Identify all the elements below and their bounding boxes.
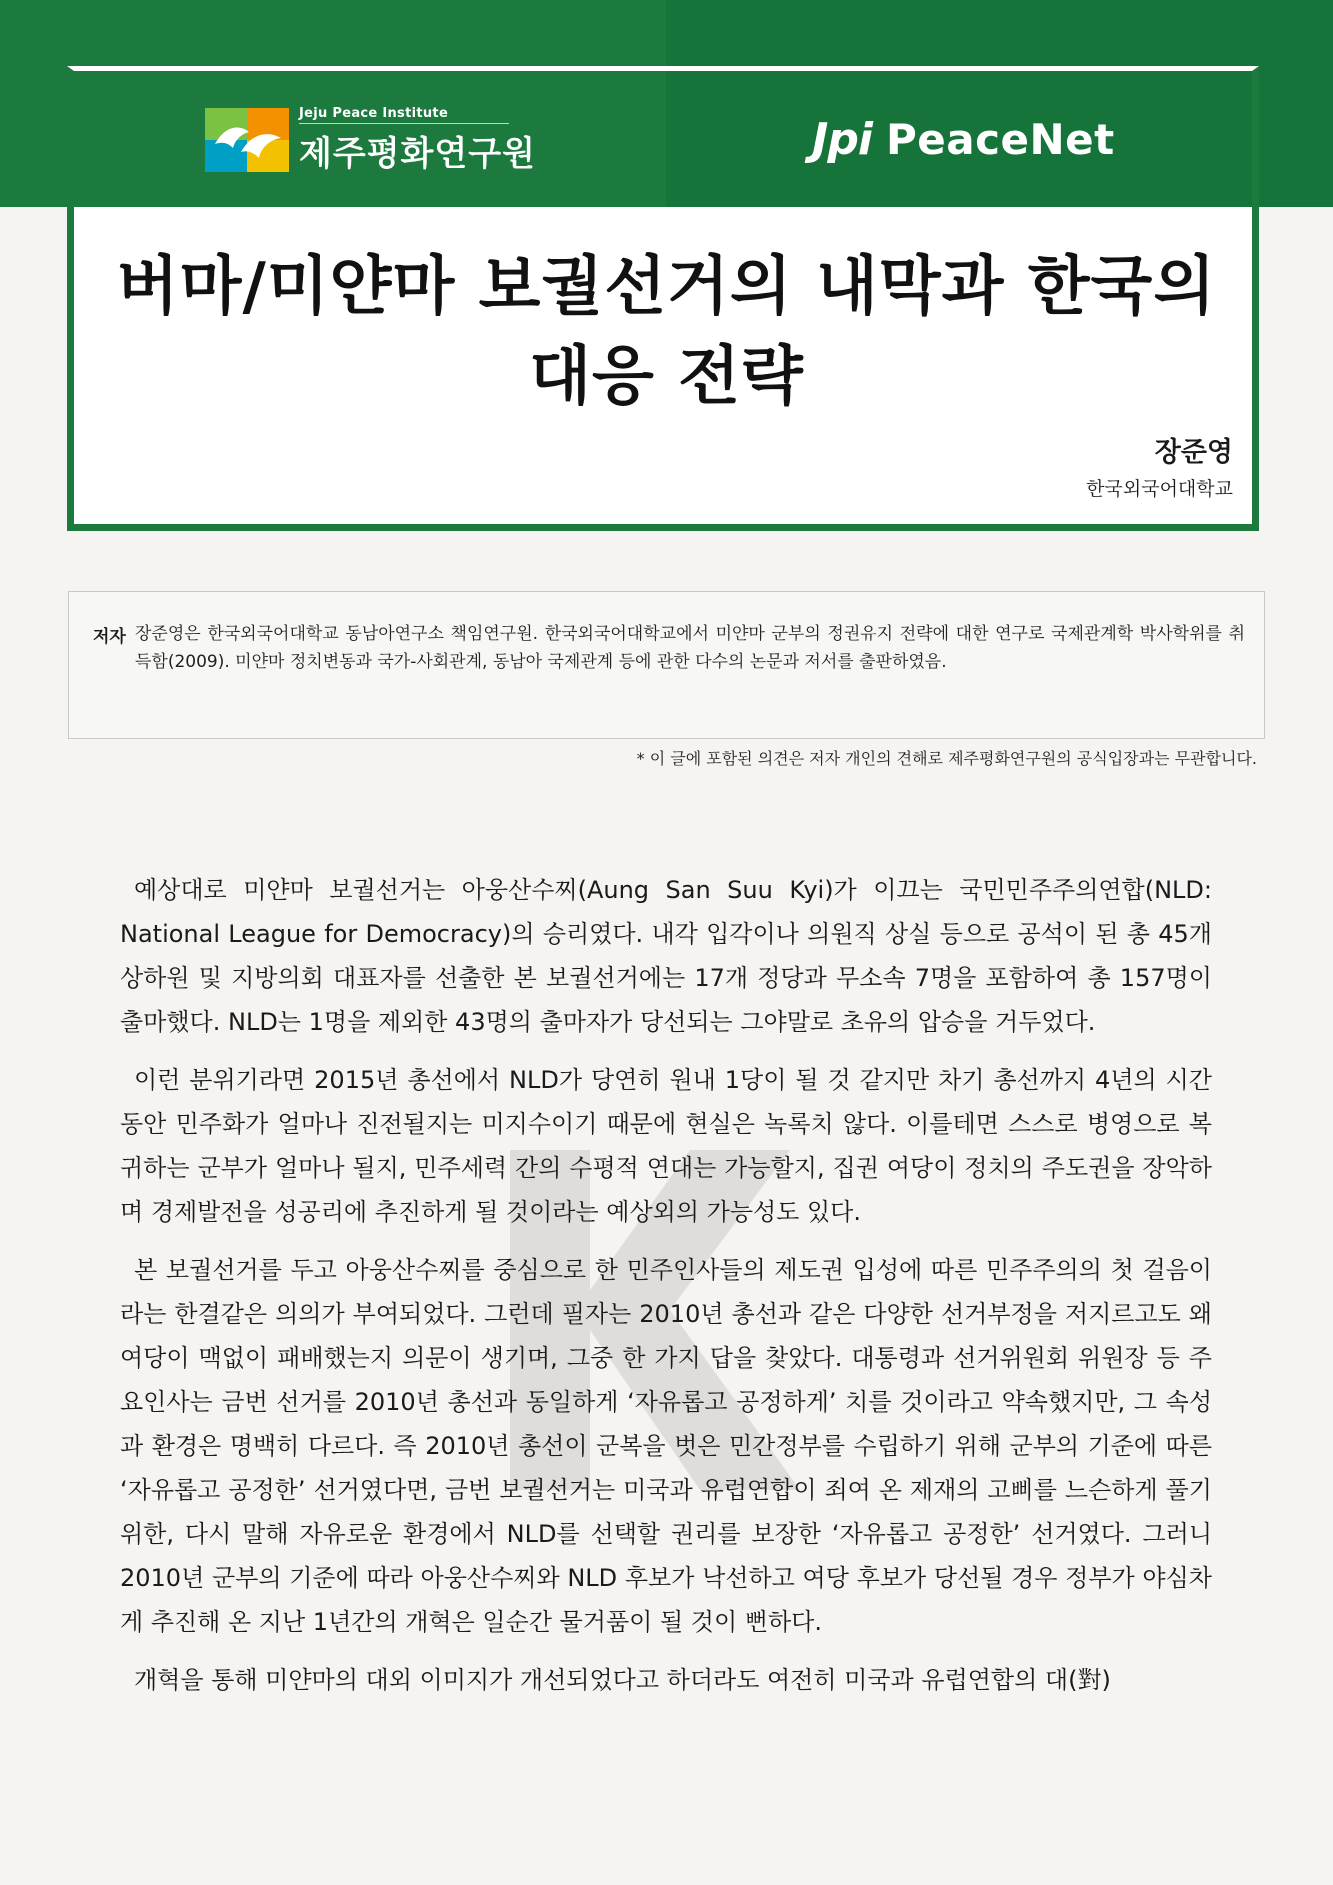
author-name: 장준영 <box>1154 437 1233 468</box>
body-paragraph: 개혁을 통해 미얀마의 대외 이미지가 개선되었다고 하더라도 여전히 미국과 유럽연합의 대(對) <box>134 1666 1111 1694</box>
article-body <box>120 868 1212 1716</box>
institute-name-ko: 제주평화연구원 <box>299 133 536 174</box>
body-paragraph: 본 보궐선거를 두고 아웅산수찌를 중심으로 한 민주인사들의 제도권 입성에 따른 민주주의의 첫 걸음이라는 한결같은 의의가 부여되었다. 그런데 필자는 2010년 총선과 같은 다양한 선거부정을 저지르고도 왜 여당이 맥없이 패배했는지 의문이 생기며, 그중 한 가지 답을 찾았다. 대통령과 선거위원회 위원장 등 주요인사는 금번 선거를 2010년 총선과 동일하게 ‘자유롭고 공정하게’ 치를 것이라고 약속했지만, 그 속성과 환경은 명백히 다르다. 즉 2010년 총선이 군복을 벗은 민간정부를 수립하기 위해 군부의 기준에 따른 ‘자유롭고 공정한’ 선거였다면, 금번 보궐선거는 미국과 유럽연합이 죄여 온 제재의 고삐를 느슨하게 풀기 위한, 다시 말해 자유로운 환경에서 NLD를 선택할 권리를 보장한 ‘자유롭고 공정한’ 선거였다. 그러니 2010년 군부의 기준에 따라 아웅산수찌와 NLD 후보가 낙선하고 여당 후보가 당선될 경우 정부가 야심차게 추진해 온 지난 1년간의 개혁은 일순간 물거품이 될 것이 뻔하다. <box>120 1256 1212 1636</box>
institute-name-en: Jeju Peace Institute <box>299 106 509 124</box>
jeju-peace-institute-logo[interactable] <box>205 105 536 174</box>
author-bio-box <box>68 591 1265 739</box>
peacenet-logo[interactable] <box>812 114 1115 165</box>
jpi-wordmark: Jpi <box>812 114 872 165</box>
peacenet-wordmark: PeaceNet <box>885 115 1115 164</box>
page-title <box>100 242 1233 422</box>
title-line-1: 버마/미얀마 보궐선거의 내막과 한국의 <box>116 250 1217 324</box>
institute-name <box>299 106 536 175</box>
disclaimer: * 이 글에 포함된 의견은 저자 개인의 견해로 제주평화연구원의 공식입장과는 무관합니다. <box>636 749 1257 768</box>
body-paragraph: 예상대로 미얀마 보궐선거는 아웅산수찌(Aung San Suu Kyi)가 이끄는 국민민주주의연합(NLD: National League for Democracy)의 승리였다. 내각 입각이나 의원직 상실 등으로 공석이 된 총 45개 상하원 및 지방의회 대표자를 선출한 본 보궐선거에는 17개 정당과 무소속 7명을 포함하여 총 157명이 출마했다. NLD는 1명을 제외한 43명의 출마자가 당선되는 그야말로 초유의 압승을 거두었다. <box>120 876 1212 1036</box>
title-line-2: 대응 전략 <box>529 340 804 414</box>
dove-logo-icon <box>205 108 289 172</box>
bio-text: 장준영은 한국외국어대학교 동남아연구소 책임연구원. 한국외국어대학교에서 미얀마 군부의 정권유지 전략에 대한 연구로 국제관계학 박사학위를 취득함(2009). 미얀마 정치변동과 국가-사회관계, 동남아 국제관계 등에 관한 다수의 논문과 저서를 출판하였음. <box>135 624 1245 672</box>
bio-label: 저자 <box>93 627 126 647</box>
author-affiliation: 한국외국어대학교 <box>1086 478 1233 500</box>
body-paragraph: 이런 분위기라면 2015년 총선에서 NLD가 당연히 원내 1당이 될 것 같지만 차기 총선까지 4년의 시간동안 민주화가 얼마나 진전될지는 미지수이기 때문에 현실은 녹록치 않다. 이를테면 스스로 병영으로 복귀하는 군부가 얼마나 될지, 민주세력 간의 수평적 연대는 가능할지, 집권 여당이 정치의 주도권을 장악하며 경제발전을 성공리에 추진하게 될 것이라는 예상외의 가능성도 있다. <box>120 1066 1212 1226</box>
